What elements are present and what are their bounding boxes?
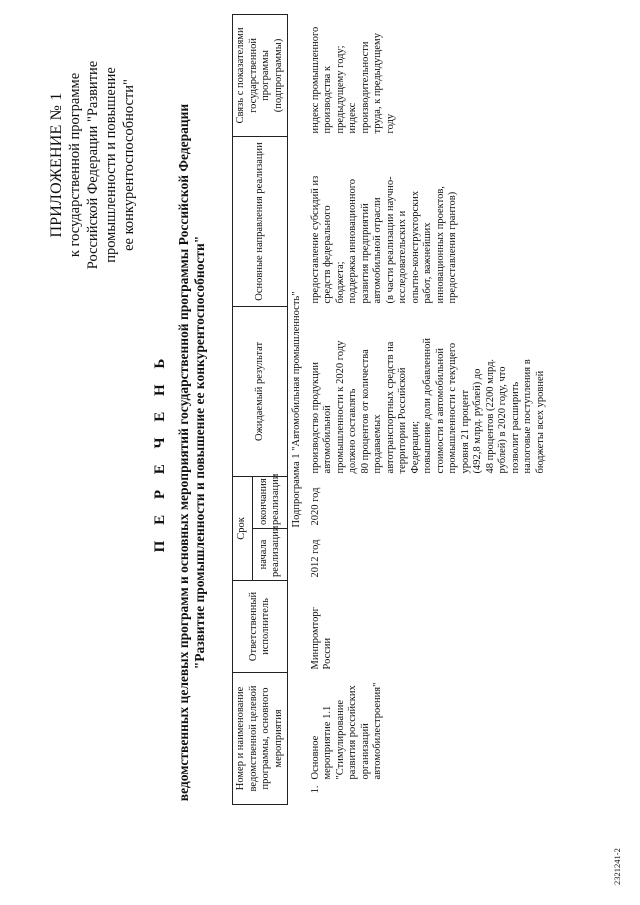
header-name: Номер и наименование ведомственной целевой программы, основного мероприятия	[233, 672, 288, 804]
appendix-line: промышленности и повышение	[103, 67, 119, 263]
header-term-end: окончания реализации	[253, 476, 288, 528]
header-term: Срок	[233, 476, 253, 580]
list-subtitle	[176, 40, 208, 865]
programs-table	[232, 14, 550, 805]
header-result: Ожидаемый результат	[233, 306, 288, 476]
subprogram-title: Подпрограмма 1 "Автомобильная промышленность"	[291, 291, 302, 528]
row-directions: предоставление субсидий из средств федерального бюджета; поддержка инновационного развития предприятий автомобильной отрасли (в части реализации научно- исследовательских и опытно-конструкторских работ, важнейших инновационных проектов, предоставления грантов)	[309, 175, 458, 304]
appendix-block	[48, 15, 138, 315]
table-row	[307, 14, 551, 804]
table-header-row	[233, 14, 253, 804]
row-start: 2012 год	[309, 539, 321, 578]
header-indicators: Связь с показателями государственной программы (подпрограммы)	[233, 14, 288, 136]
row-executor: Минпромторг России	[309, 607, 333, 670]
appendix-line: ее конкурентоспособности"	[121, 79, 137, 251]
appendix-title: ПРИЛОЖЕНИЕ № 1	[48, 92, 65, 238]
subtitle-line-1: ведомственных целевых программ и основных мероприятий государственной программы Российской Федерации	[176, 103, 191, 802]
list-heading: П Е Р Е Ч Е Н Ь	[152, 352, 168, 553]
row-result: производство продукции автомобильной промышленности к 2020 году должно составлять 80 процентов от количества продаваемых автотранспортных средств на территории Российской Федерации; повышение доли добавленной стоимости в автомобильной промышленности с текущего уровня 21 процент (492,8 млрд. рублей) до 48 процентов (2200 млрд. рублей) в 2020 году, что позволит расширить налоговые поступления в бюджеты всех уровней	[309, 337, 546, 474]
header-executor: Ответственный исполнитель	[233, 580, 288, 672]
row-end: 2020 год	[309, 487, 321, 526]
row-number: 1.	[309, 785, 321, 794]
row-indicators: индекс промышленного производства к предыдущему году; индекс производительности труда, к предыдущему году	[309, 26, 396, 134]
header-directions: Основные направления реализации	[233, 136, 288, 306]
subtitle-line-2: "Развитие промышленности и повышение ее конкурентоспособности"	[192, 235, 207, 670]
subprogram-row	[288, 14, 307, 804]
header-term-start: начала реализации	[253, 528, 288, 580]
appendix-line: к государственной программе	[67, 72, 83, 258]
row-name: Основное мероприятие 1.1 "Стимулирование развития российских организаций автомобилестроения"	[309, 682, 383, 780]
document-code: 2321241-2	[612, 848, 622, 885]
appendix-line: Российской Федерации "Развитие	[85, 60, 101, 270]
